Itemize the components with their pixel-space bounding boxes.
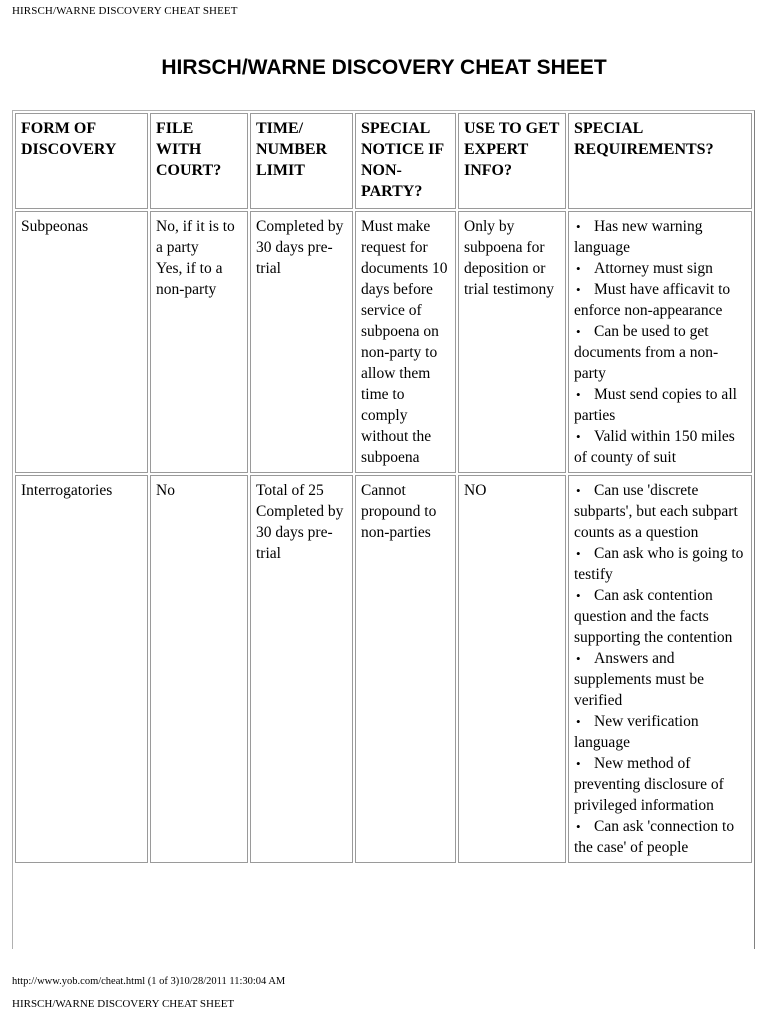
footer-running-head: HIRSCH/WARNE DISCOVERY CHEAT SHEET (12, 998, 235, 1010)
cell-notice-non-party: Must make request for documents 10 days before service of subpoena on non-party to allow them time to comply without the subpoena (355, 211, 456, 473)
cell-expert-info: NO (458, 475, 566, 863)
cell-line: Yes, if to a non-party (156, 260, 223, 298)
table-row (15, 211, 752, 473)
header-special-requirements: SPECIAL REQUIREMENTS? (568, 113, 752, 209)
requirements-list (574, 216, 746, 468)
cell-requirements (568, 475, 752, 863)
list-item: • Answers and supplements must be verified (574, 648, 746, 711)
list-item: • Can ask 'connection to the case' of people (574, 816, 746, 858)
cell-file-with-court (150, 475, 248, 863)
running-head: HIRSCH/WARNE DISCOVERY CHEAT SHEET (12, 5, 238, 17)
cell-requirements (568, 211, 752, 473)
list-item: • New method of preventing disclosure of privileged information (574, 753, 746, 816)
list-item: • Can ask contention question and the facts supporting the contention (574, 585, 746, 648)
list-item: • New verification language (574, 711, 746, 753)
header-file-with-court: FILE WITH COURT? (150, 113, 248, 209)
list-item: • Can be used to get documents from a non-party (574, 321, 746, 384)
cell-form: Interrogatories (15, 475, 148, 863)
list-item: • Must send copies to all parties (574, 384, 746, 426)
cell-line: No (156, 482, 175, 499)
cell-form: Subpeonas (15, 211, 148, 473)
discovery-table-container (12, 110, 755, 949)
cell-file-with-court (150, 211, 248, 473)
cell-line: No, if it is to a party (156, 218, 235, 256)
header-special-notice: SPECIAL NOTICE IF NON-PARTY? (355, 113, 456, 209)
cell-time-limit (250, 211, 353, 473)
list-item: • Must have afficavit to enforce non-appearance (574, 279, 746, 321)
cell-time-limit (250, 475, 353, 863)
discovery-table (13, 111, 754, 865)
cell-line: Completed by 30 days pre-trial (256, 503, 344, 562)
cell-expert-info: Only by subpoena for deposition or trial testimony (458, 211, 566, 473)
cell-notice-non-party: Cannot propound to non-parties (355, 475, 456, 863)
list-item: • Attorney must sign (574, 258, 746, 279)
cell-line: Total of 25 (256, 482, 324, 499)
header-expert-info: USE TO GET EXPERT INFO? (458, 113, 566, 209)
requirements-list (574, 480, 746, 858)
header-time-number-limit: TIME/ NUMBER LIMIT (250, 113, 353, 209)
list-item: • Valid within 150 miles of county of suit (574, 426, 746, 468)
cell-line: Completed by 30 days pre-trial (256, 218, 344, 277)
list-item: • Can ask who is going to testify (574, 543, 746, 585)
list-item: • Has new warning language (574, 216, 746, 258)
table-row (15, 475, 752, 863)
footer-url: http://www.yob.com/cheat.html (1 of 3)10/28/2011 11:30:04 AM (12, 976, 286, 987)
header-form-of-discovery: FORM OF DISCOVERY (15, 113, 148, 209)
document-title: HIRSCH/WARNE DISCOVERY CHEAT SHEET (161, 56, 607, 79)
list-item: • Can use 'discrete subparts', but each subpart counts as a question (574, 480, 746, 543)
table-header-row (15, 113, 752, 209)
